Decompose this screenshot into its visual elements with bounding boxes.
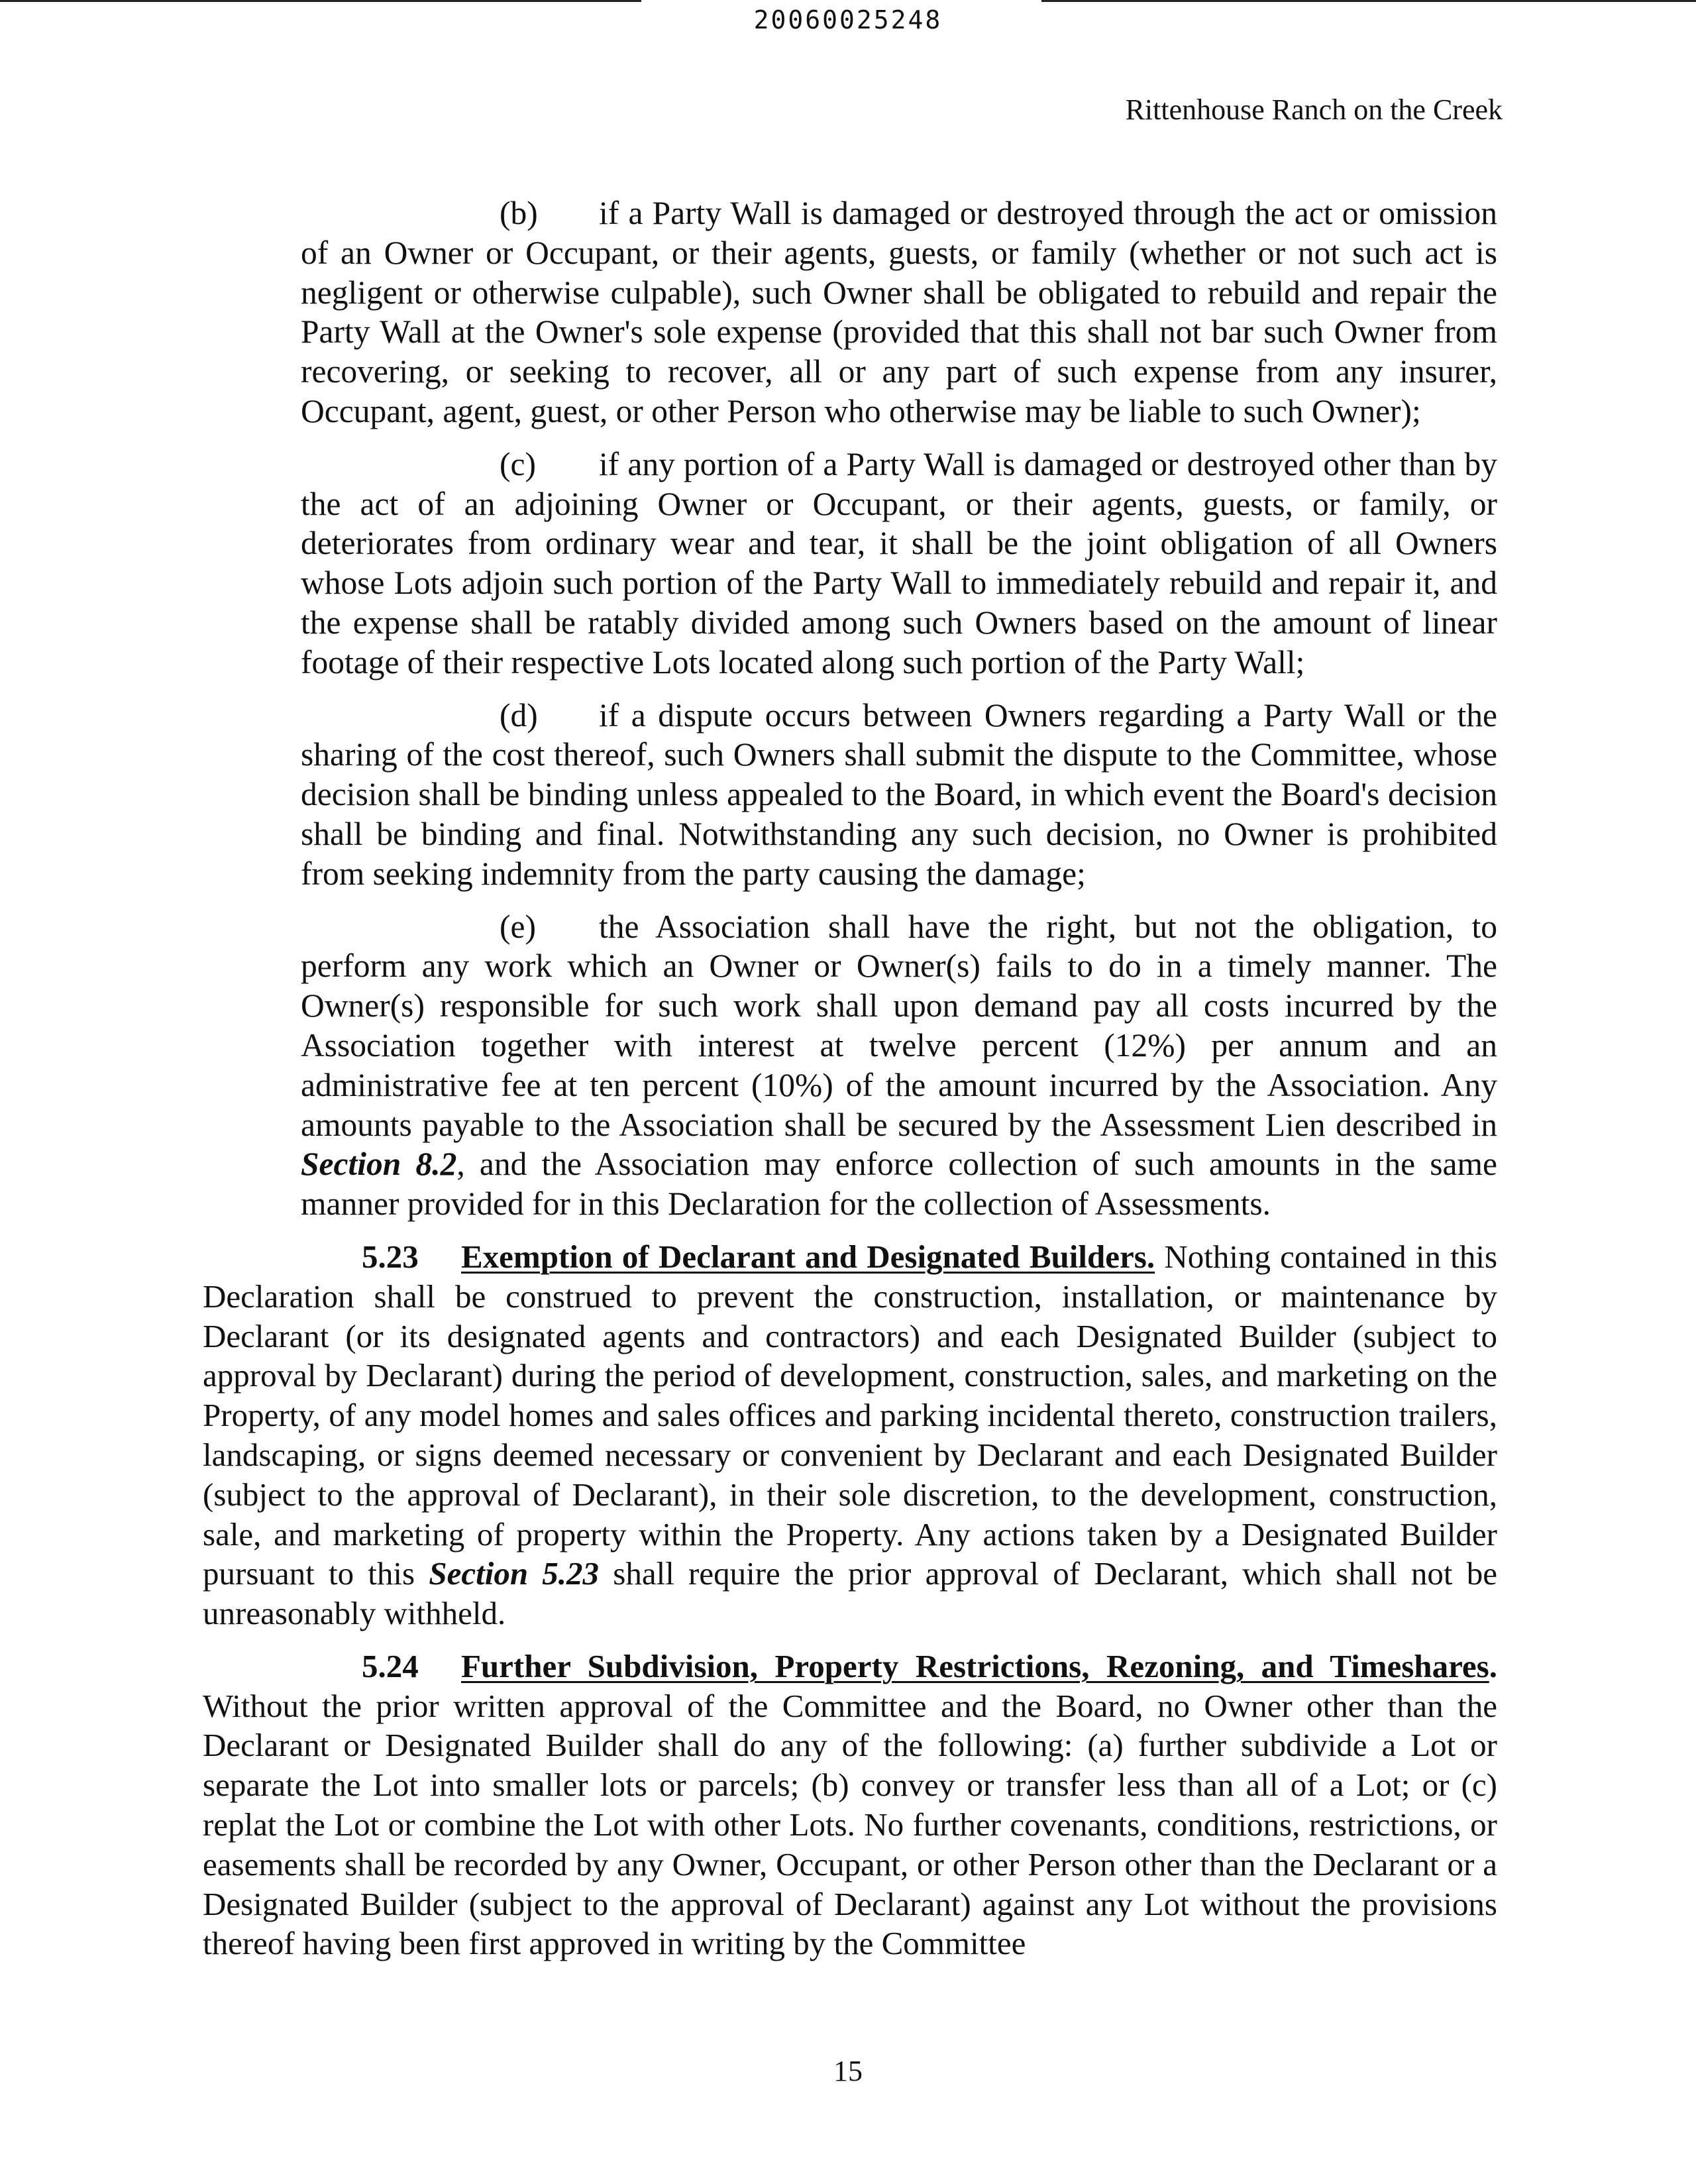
section-text: Nothing contained in this Declaration shall be construed to prevent the construction, installation, or maintenance by Declarant (or its designated agents and contractors) and each Designated Builder (subject to approval by Declarant) during the period of development, construction, sales, and marketing on the Property, of any model homes and sales offices and parking incidental thereto, construction trailers, landscaping, or signs deemed necessary or convenient by Declarant and each Designated Builder (subject to the approval of Declarant), in their sole discretion, to the development, construction, sale, and marketing of property within the Property. Any actions taken by a Designated Builder pursuant to this [203, 1238, 1498, 1592]
document-number: 20060025248 [753, 5, 943, 34]
section-5-24 [203, 1647, 1497, 1963]
section-text: shall require the prior approval of Declarant, which shall not be unreasonably withheld. [203, 1555, 1497, 1632]
section-number: 5.23 [362, 1238, 419, 1275]
section-reference: Section 5.23 [429, 1555, 600, 1592]
paragraph-b [301, 193, 1497, 431]
section-5-23 [203, 1237, 1497, 1633]
top-rule-right [1041, 0, 1696, 2]
page-number: 15 [833, 2055, 863, 2087]
paragraph-text: if any portion of a Party Wall is damaged or destroyed other than by the act of an adjoining Owner or Occupant, or their agents, guests, or family, or deteriorates from ordinary wear and tear, it shall be the joint obligation of all Owners whose Lots adjoin such portion of the Party Wall to immediately rebuild and repair it, and the expense shall be ratably divided among such Owners based on the amount of linear footage of their respective Lots located along such portion of the Party Wall; [301, 445, 1497, 681]
body-text [0, 193, 1696, 1977]
paragraph-d [301, 696, 1497, 894]
paragraph-text: if a Party Wall is damaged or destroyed through the act or omission of an Owner or Occupant, or their agents, guests, or family (whether or not such act is negligent or otherwise culpable), such Owner shall be obligated to rebuild and repair the Party Wall at the Owner's sole expense (provided that this shall not bar such Owner from recovering, or seeking to recover, all or any part of such expense from any insurer, Occupant, agent, guest, or other Person who otherwise may be liable to such Owner); [301, 195, 1497, 429]
section-heading: Exemption of Declarant and Designated Builders. [461, 1238, 1155, 1275]
section-heading-period: . [1489, 1647, 1497, 1684]
section-text: Without the prior written approval of the Committee and the Board, no Owner other than the Declarant or Designated Builder shall do any of the following: (a) further subdivide a Lot or separate the Lot into smaller lots or parcels; (b) convey or transfer less than all of a Lot; or (c) replat the Lot or combine the Lot with other Lots. No further covenants, conditions, restrictions, or easements shall be recorded by any Owner, Occupant, or other Person other than the Declarant or a Designated Builder (subject to the approval of Declarant) against any Lot without the provisions thereof having been first approved in writing by the Committee [203, 1687, 1497, 1962]
paragraph-label: (b) [500, 195, 538, 231]
running-header: Rittenhouse Ranch on the Creek [1125, 93, 1503, 126]
paragraph-label: (d) [500, 696, 538, 734]
paragraph-text: if a dispute occurs between Owners regarding a Party Wall or the sharing of the cost thereof, such Owners shall submit the dispute to the Committee, whose decision shall be binding unless appealed to the Board, in which event the Board's decision shall be binding and final. Notwithstanding any such decision, no Owner is prohibited from seeking indemnity from the party causing the damage; [301, 696, 1497, 892]
paragraph-label: (e) [500, 908, 536, 945]
paragraph-c [301, 445, 1497, 682]
section-number: 5.24 [362, 1647, 419, 1684]
paragraph-text: , and the Association may enforce collection of such amounts in the same manner provided for in this Declaration for the collection of Assessments. [301, 1146, 1497, 1223]
section-heading: Further Subdivision, Property Restrictions, Rezoning, and Timeshares [461, 1647, 1489, 1684]
paragraph-e [301, 907, 1497, 1224]
top-rule-left [0, 0, 641, 2]
section-reference: Section 8.2 [301, 1146, 457, 1183]
paragraph-text: the Association shall have the right, but not the obligation, to perform any work which an Owner or Owner(s) fails to do in a timely manner. The Owner(s) responsible for such work shall upon demand pay all costs incurred by the Association together with interest at twelve percent (12%) per annum and an administrative fee at ten percent (10%) of the amount incurred by the Association. Any amounts payable to the Association shall be secured by the Assessment Lien described in [301, 908, 1497, 1143]
paragraph-label: (c) [500, 445, 536, 482]
